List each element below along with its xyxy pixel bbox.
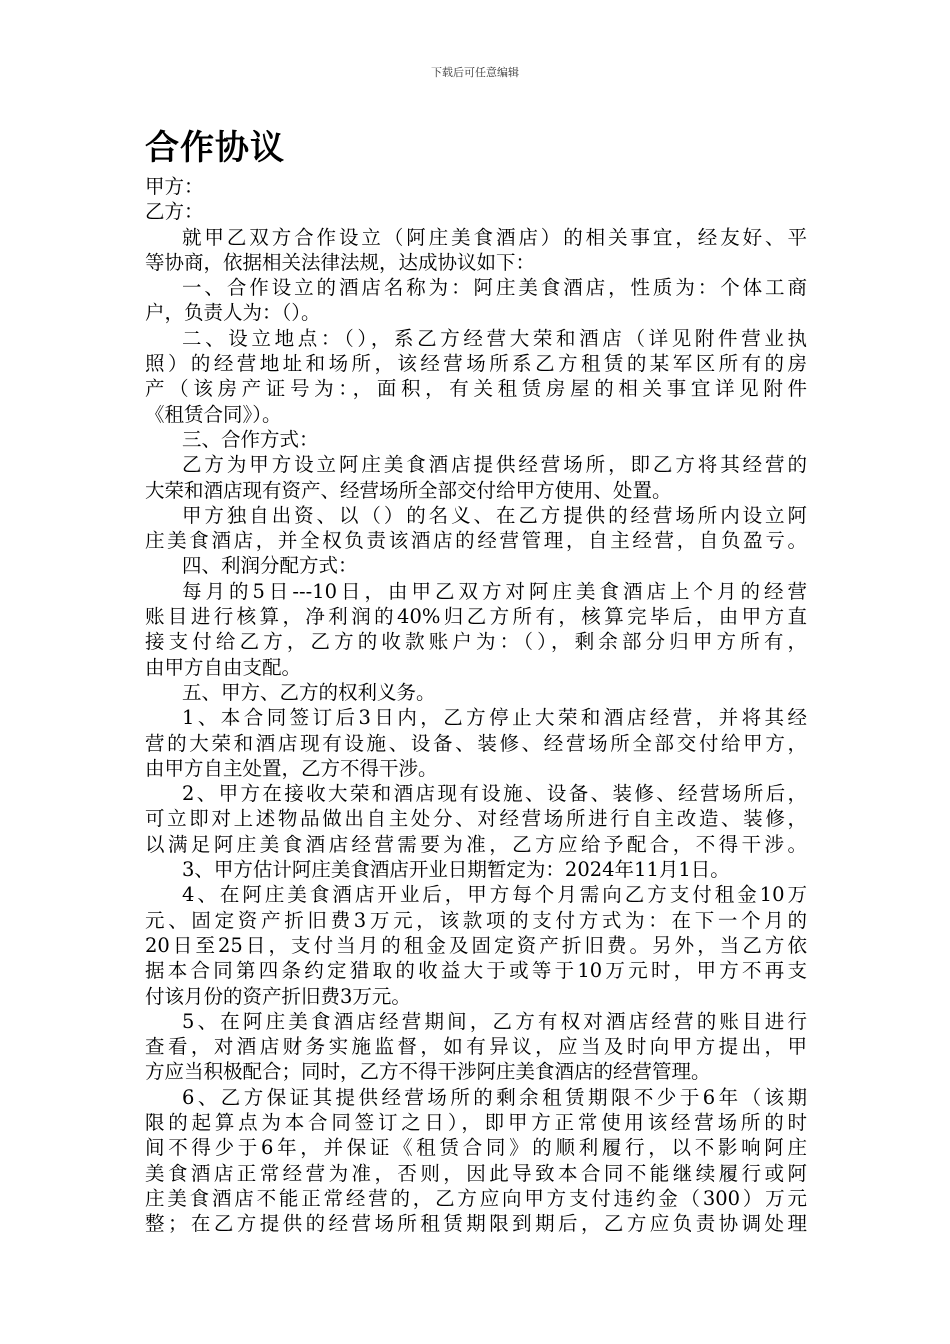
text-line: 可立即对上述物品做出自主处分、对经营场所进行自主改造、装修，	[145, 807, 807, 831]
text-line: 四、利润分配方式：	[182, 554, 358, 578]
text-line: 付该月份的资产折旧费3万元。	[145, 984, 411, 1008]
text-line: 6、乙方保证其提供经营场所的剩余租赁期限不少于6年（该期	[182, 1085, 807, 1109]
text-line: 3、甲方估计阿庄美食酒店开业日期暂定为：2024年11月1日。	[182, 858, 730, 882]
text-line: 1、本合同签订后3日内，乙方停止大荣和酒店经营，并将其经	[182, 706, 807, 730]
text-line: 20日至25日，支付当月的租金及固定资产折旧费。另外，当乙方依	[145, 933, 807, 957]
text-line: 5、在阿庄美食酒店经营期间，乙方有权对酒店经营的账目进行	[182, 1009, 807, 1033]
text-line: 《租赁合同》）。	[145, 402, 282, 426]
text-line: 查看，对酒店财务实施监督，如有异议，应当及时向甲方提出，甲	[145, 1035, 807, 1059]
text-line: 三、合作方式：	[182, 427, 319, 451]
text-line: 元、固定资产折旧费3万元，该款项的支付方式为：在下一个月的	[145, 908, 807, 932]
text-line: 五、甲方、乙方的权利义务。	[182, 680, 436, 704]
text-line: 庄美食酒店不能正常经营的，乙方应向甲方支付违约金（300）万元	[145, 1186, 807, 1210]
text-line: 间不得少于6年，并保证《租赁合同》的顺利履行，以不影响阿庄	[145, 1136, 807, 1160]
text-line: 营的大荣和酒店现有设施、设备、装修、经营场所全部交付给甲方，	[145, 731, 807, 755]
text-line: 乙方为甲方设立阿庄美食酒店提供经营场所，即乙方将其经营的	[182, 453, 807, 477]
text-line: 2、甲方在接收大荣和酒店现有设施、设备、装修、经营场所后，	[182, 782, 807, 806]
document-title: 合作协议	[145, 128, 285, 168]
document-body	[145, 174, 807, 1236]
text-line: 每月的5日---10日，由甲乙双方对阿庄美食酒店上个月的经营	[182, 579, 807, 603]
text-line: 方应当积极配合；同时，乙方不得干涉阿庄美食酒店的经营管理。	[145, 1060, 711, 1084]
text-line: 美食酒店正常经营为准，否则，因此导致本合同不能继续履行或阿	[145, 1161, 807, 1185]
text-line: 账目进行核算，净利润的40%归乙方所有，核算完毕后，由甲方直	[145, 605, 807, 629]
text-line: 接支付给乙方，乙方的收款账户为：（），剩余部分归甲方所有，	[145, 630, 807, 654]
text-line: 大荣和酒店现有资产、经营场所全部交付给甲方使用、处置。	[145, 478, 672, 502]
text-line: 一、合作设立的酒店名称为：阿庄美食酒店，性质为：个体工商	[182, 276, 807, 300]
text-line: 4、在阿庄美食酒店开业后，甲方每个月需向乙方支付租金10万	[182, 883, 807, 907]
text-line: 产（该房产证号为：，面积，有关租赁房屋的相关事宜详见附件	[145, 377, 807, 401]
text-line: 户，负责人为：（）。	[145, 301, 321, 325]
text-line: 甲方：	[145, 175, 204, 198]
text-line: 由甲方自主处置，乙方不得干涉。	[145, 756, 438, 780]
text-line: 二、设立地点：（），系乙方经营大荣和酒店（详见附件营业执	[182, 326, 807, 350]
page-header: 下载后可任意编辑	[431, 66, 519, 79]
text-line: 整；在乙方提供的经营场所租赁期限到期后，乙方应负责协调处理	[145, 1212, 807, 1236]
text-line: 据本合同第四条约定猎取的收益大于或等于10万元时，甲方不再支	[145, 959, 807, 983]
text-line: 庄美食酒店，并全权负责该酒店的经营管理，自主经营，自负盈亏。	[145, 529, 807, 553]
text-line: 由甲方自由支配。	[145, 655, 302, 679]
text-line: 限的起算点为本合同签订之日），即甲方正常使用该经营场所的时	[145, 1110, 807, 1134]
text-line: 以满足阿庄美食酒店经营需要为准，乙方应给予配合，不得干涉。	[145, 832, 807, 856]
text-line: 就甲乙双方合作设立（阿庄美食酒店）的相关事宜，经友好、平	[182, 225, 807, 249]
text-line: 乙方：	[145, 200, 204, 224]
text-line: 等协商，依据相关法律法规，达成协议如下：	[145, 250, 536, 274]
text-line: 甲方独自出资、以（）的名义、在乙方提供的经营场所内设立阿	[182, 503, 807, 527]
text-line: 照）的经营地址和场所，该经营场所系乙方租赁的某军区所有的房	[145, 352, 807, 376]
